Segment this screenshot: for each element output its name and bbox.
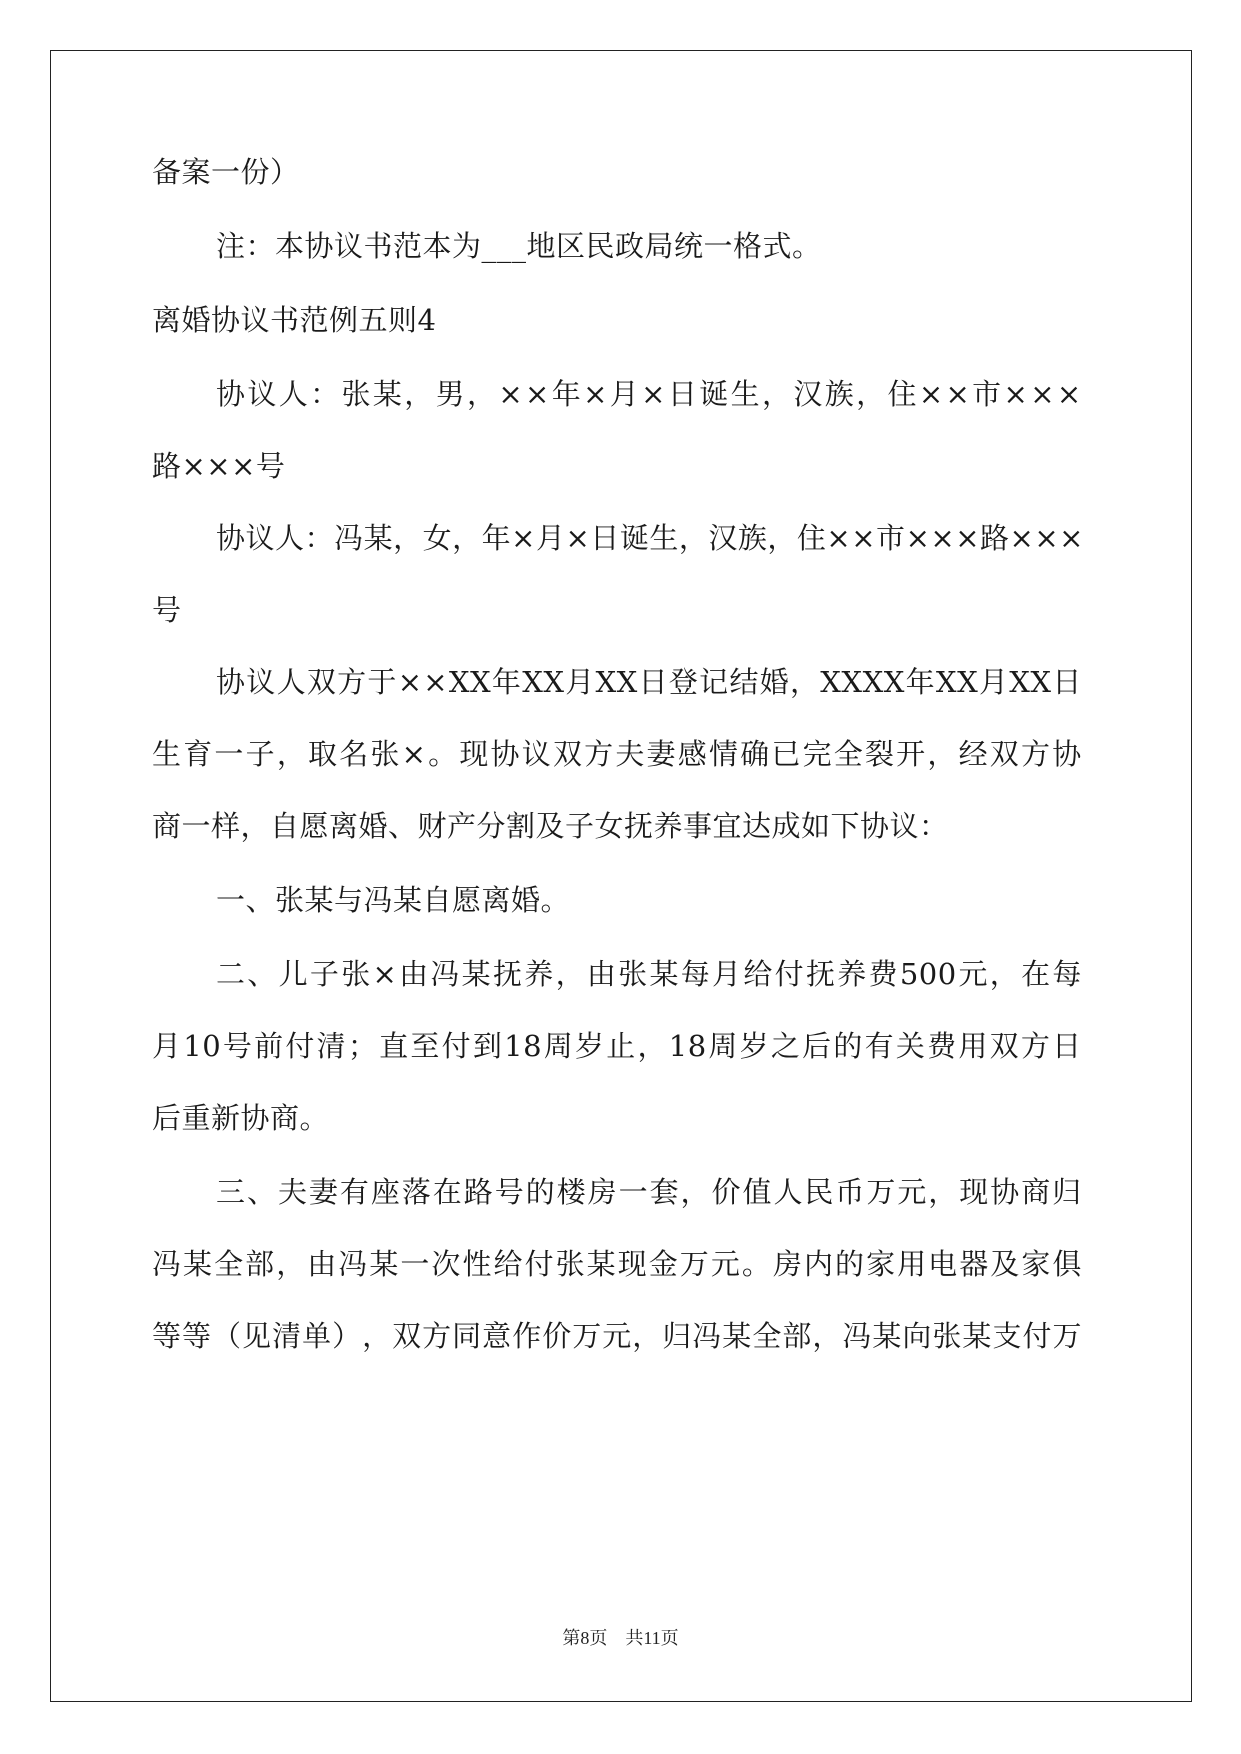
glyph: 商 [1021,1175,1051,1209]
glyph: 诞 [619,521,650,555]
glyph: 万 [572,1319,602,1353]
glyph: 住 [796,521,827,555]
glyph: × [498,377,524,411]
glyph: 双 [989,1029,1020,1063]
text-line: 备案一份） [152,155,300,189]
glyph: 同 [452,1319,482,1353]
glyph: 万 [866,1175,896,1209]
glyph: 年 [905,665,936,699]
glyph: × [1056,377,1082,411]
glyph: 二 [216,957,246,991]
glyph: 年 [551,377,582,411]
glyph: 费 [927,1029,957,1063]
glyph: 元 [602,1319,632,1353]
glyph: 开 [896,737,926,771]
glyph: × [1009,521,1035,555]
glyph: 裂 [864,737,895,771]
glyph: 议 [247,377,277,411]
glyph: 房 [587,1175,618,1209]
glyph: 女 [422,521,453,555]
glyph: 套 [649,1175,680,1209]
glyph: 住 [887,377,917,411]
glyph: 路 [980,521,1010,555]
glyph: ， [362,1319,392,1353]
glyph: 年 [481,521,512,555]
glyph: 号 [222,1029,253,1063]
glyph: 汉 [708,521,738,555]
glyph: 楼 [556,1175,587,1209]
glyph: × [851,521,877,555]
glyph: 全 [752,1319,782,1353]
glyph: 张 [555,1247,586,1281]
glyph: 的 [835,1247,865,1281]
glyph: 张 [341,377,372,411]
glyph: 人 [278,377,309,411]
glyph: ； [347,1029,378,1063]
glyph: 现 [617,1247,648,1281]
glyph: 币 [835,1175,865,1209]
glyph: 男 [435,377,466,411]
glyph: 张 [370,737,400,771]
glyph: 座 [370,1175,401,1209]
glyph: 器 [959,1247,989,1281]
glyph: ， [856,377,886,411]
glyph: × [401,737,427,771]
glyph: 日 [590,521,620,555]
glyph: XX [595,665,638,699]
glyph: 一 [400,1247,430,1281]
glyph: ： [304,521,335,555]
glyph: 协 [216,377,246,411]
glyph: XX [1009,665,1052,699]
page-border [50,50,1192,1702]
glyph: 现 [459,737,489,771]
text-line [216,1172,1082,1212]
glyph: 电 [928,1247,958,1281]
glyph: 在 [1021,957,1051,991]
glyph: 登 [668,665,699,699]
glyph: ， [632,1319,662,1353]
glyph: 、 [246,1175,277,1209]
glyph: 18 [504,1029,543,1063]
glyph: 等 [152,1319,182,1353]
glyph: 人 [276,665,307,699]
glyph: 张 [618,957,648,991]
glyph: × [1030,377,1056,411]
glyph: 某 [372,377,403,411]
glyph: 协 [216,665,246,699]
glyph: 金 [648,1247,679,1281]
glyph: 18 [668,1029,707,1063]
glyph: XX [522,665,565,699]
glyph: 一 [214,737,244,771]
glyph: ， [276,1247,306,1281]
glyph: × [826,521,852,555]
glyph: 次 [431,1247,461,1281]
glyph: 止 [606,1029,636,1063]
glyph: 归 [662,1319,692,1353]
glyph: 冯 [842,1319,872,1353]
glyph: 市 [876,521,906,555]
text-line: 路×××号 [152,449,286,483]
glyph: 张 [341,957,371,991]
glyph: 协 [216,521,246,555]
glyph: 妻 [646,737,677,771]
glyph: 育 [183,737,213,771]
glyph: × [641,377,666,411]
glyph: 由 [307,1247,337,1281]
glyph: 某 [369,1247,399,1281]
glyph: 议 [245,521,276,555]
glyph: 日 [638,665,669,699]
glyph: 某 [586,1247,617,1281]
glyph: ， [467,377,497,411]
glyph: 号 [494,1175,525,1209]
glyph: 清 [272,1319,302,1353]
text-line [152,734,1082,774]
glyph: 人 [773,1175,803,1209]
glyph: 的 [833,1029,863,1063]
glyph: 元 [710,1247,741,1281]
glyph: 付 [285,1029,315,1063]
glyph: 每 [1052,957,1082,991]
glyph: 生 [730,377,761,411]
glyph: 方 [422,1319,452,1353]
glyph: 冯 [692,1319,722,1353]
glyph: 取 [308,737,338,771]
glyph: ， [680,1175,711,1209]
glyph: 民 [804,1175,834,1209]
glyph: 意 [482,1319,512,1353]
glyph: 有 [864,1029,895,1063]
glyph: 某 [461,957,492,991]
glyph: 情 [708,737,739,771]
glyph: ， [928,1175,958,1209]
glyph: 付 [774,957,805,991]
text-line [152,1026,1082,1066]
glyph: × [511,521,536,555]
glyph: 方 [1020,1029,1051,1063]
glyph: 元 [958,957,988,991]
text-line: 后重新协商。 [152,1101,330,1135]
section-heading: 离婚协议书范例五则4 [152,303,437,337]
note-line: 注：本协议书范本为___地区民政局统一格式。 [216,229,822,263]
glyph: 方 [584,737,614,771]
glyph: × [918,377,944,411]
glyph: 家 [866,1247,896,1281]
glyph: 协 [1052,737,1082,771]
glyph: 生 [649,521,679,555]
glyph: 及 [990,1247,1020,1281]
glyph: 妻 [308,1175,339,1209]
glyph: 一 [618,1175,649,1209]
text-line [216,518,1082,558]
glyph: × [955,521,980,555]
glyph: 全 [833,737,864,771]
glyph: × [397,665,423,699]
glyph: 名 [339,737,369,771]
glyph: 三 [216,1175,246,1209]
glyph: 经 [958,737,989,771]
glyph: 记 [699,665,729,699]
glyph: 冯 [334,521,364,555]
glyph: 夫 [277,1175,308,1209]
glyph: 已 [771,737,801,771]
glyph: 双 [552,737,583,771]
glyph: ， [637,1029,668,1063]
glyph: × [1003,377,1029,411]
glyph: 冯 [152,1247,182,1281]
glyph: 落 [401,1175,432,1209]
glyph: 张 [932,1319,962,1353]
glyph: 日 [1052,1029,1082,1063]
glyph: 协 [990,1175,1020,1209]
glyph: 。 [741,1247,772,1281]
glyph: 等 [182,1319,212,1353]
glyph: 议 [521,737,552,771]
glyph: ， [761,377,792,411]
glyph: 、 [247,957,277,991]
glyph: XX [448,665,492,699]
glyph: 确 [740,737,770,771]
glyph: ， [555,957,586,991]
glyph: 养 [837,957,867,991]
glyph: 双 [306,665,337,699]
glyph: 房 [772,1247,803,1281]
glyph: 。 [428,737,458,771]
glyph: 日 [667,377,698,411]
glyph: XX [935,665,979,699]
glyph: 给 [493,1247,524,1281]
glyph: 给 [743,957,773,991]
text-line: 号 [152,593,182,627]
glyph: 方 [337,665,367,699]
glyph: 于 [367,665,397,699]
glyph: 冯 [338,1247,368,1281]
glyph: 作 [512,1319,542,1353]
glyph: × [423,665,449,699]
glyph: ， [812,1319,842,1353]
glyph: 冯 [430,957,460,991]
glyph: 价 [542,1319,572,1353]
glyph: 路 [463,1175,494,1209]
glyph: 双 [392,1319,422,1353]
glyph: 婚 [759,665,790,699]
glyph: （ [212,1319,242,1353]
glyph: × [1034,521,1060,555]
page-number: 第8页 共11页 [562,1628,679,1648]
glyph: × [945,377,971,411]
text-line [216,662,1082,702]
glyph: 人 [275,521,305,555]
glyph: 月 [565,665,595,699]
glyph: 每 [680,957,711,991]
text-line [216,954,1082,994]
glyph: 的 [525,1175,556,1209]
glyph: 结 [729,665,759,699]
glyph: 周 [708,1029,738,1063]
glyph: ） [332,1319,362,1353]
glyph: 500 [899,957,957,991]
glyph: 某 [649,957,679,991]
glyph: 清 [316,1029,347,1063]
glyph: 诞 [699,377,729,411]
glyph: 议 [246,665,276,699]
glyph: ： [310,377,340,411]
glyph: 向 [902,1319,932,1353]
glyph: ， [276,737,307,771]
glyph: 部 [245,1247,275,1281]
glyph: 付 [1022,1319,1052,1353]
glyph: 方 [1020,737,1051,771]
glyph: 关 [895,1029,926,1063]
glyph: 前 [254,1029,284,1063]
glyph: 抚 [492,957,523,991]
glyph: × [565,521,591,555]
glyph: 完 [802,737,833,771]
glyph: 俱 [1052,1247,1082,1281]
glyph: 协 [490,737,521,771]
glyph: 岁 [739,1029,770,1063]
glyph: × [372,957,398,991]
glyph: XXXX [820,665,905,699]
glyph: 某 [872,1319,902,1353]
glyph: 日 [1052,665,1082,699]
text-line [152,1244,1082,1284]
glyph: 归 [1052,1175,1082,1209]
glyph: 用 [897,1247,927,1281]
glyph: × [930,521,956,555]
glyph: 元 [897,1175,927,1209]
glyph: 现 [959,1175,989,1209]
glyph: 在 [432,1175,463,1209]
glyph: 付 [524,1247,555,1281]
glyph: 生 [152,737,182,771]
glyph: 见 [242,1319,272,1353]
glyph: 部 [782,1319,812,1353]
glyph: 性 [462,1247,492,1281]
glyph: 族 [824,377,855,411]
glyph: 到 [472,1029,503,1063]
glyph: 儿 [278,957,309,991]
glyph: 值 [742,1175,772,1209]
glyph: 族 [737,521,768,555]
glyph: 汉 [793,377,823,411]
glyph: ， [790,665,820,699]
glyph: 岁 [575,1029,605,1063]
glyph: 抚 [805,957,836,991]
glyph: 感 [677,737,708,771]
glyph: 10 [183,1029,222,1063]
glyph: 付 [441,1029,472,1063]
glyph: ， [989,957,1020,991]
glyph: 由 [399,957,429,991]
glyph: ， [927,737,957,771]
glyph: × [525,377,550,411]
glyph: 月 [978,665,1009,699]
glyph: 双 [989,737,1020,771]
glyph: × [905,521,931,555]
glyph: 内 [803,1247,834,1281]
glyph: 万 [679,1247,710,1281]
glyph: 某 [722,1319,752,1353]
glyph: 年 [491,665,522,699]
glyph: 有 [339,1175,370,1209]
glyph: ， [404,377,434,411]
glyph: 市 [972,377,1002,411]
text-line: 商一样，自愿离婚、财产分割及子女抚养事宜达成如下协议： [152,809,949,843]
glyph: 子 [245,737,276,771]
glyph: 家 [1021,1247,1051,1281]
glyph: 夫 [615,737,645,771]
glyph: 月 [609,377,640,411]
glyph: 之 [770,1029,801,1063]
glyph: 价 [711,1175,742,1209]
glyph: 月 [152,1029,182,1063]
glyph: ， [678,521,709,555]
glyph: 月 [712,957,742,991]
glyph: ， [452,521,482,555]
text-line [152,1316,1082,1356]
glyph: 至 [410,1029,440,1063]
glyph: 后 [802,1029,832,1063]
glyph: × [583,377,608,411]
glyph: 某 [962,1319,992,1353]
glyph: ， [393,521,423,555]
glyph: 全 [214,1247,244,1281]
glyph: 周 [543,1029,574,1063]
glyph: 单 [302,1319,332,1353]
glyph: 支 [992,1319,1022,1353]
glyph: 某 [183,1247,213,1281]
text-line: 一、张某与冯某自愿离婚。 [216,883,571,917]
glyph: 万 [1052,1319,1082,1353]
glyph: ， [767,521,797,555]
glyph: 直 [379,1029,409,1063]
glyph: 子 [309,957,340,991]
glyph: 某 [363,521,394,555]
text-line [216,374,1082,414]
glyph: 月 [535,521,566,555]
glyph: 费 [868,957,899,991]
glyph: 用 [958,1029,988,1063]
glyph: 养 [524,957,554,991]
glyph: 由 [586,957,617,991]
glyph: × [1059,521,1084,555]
